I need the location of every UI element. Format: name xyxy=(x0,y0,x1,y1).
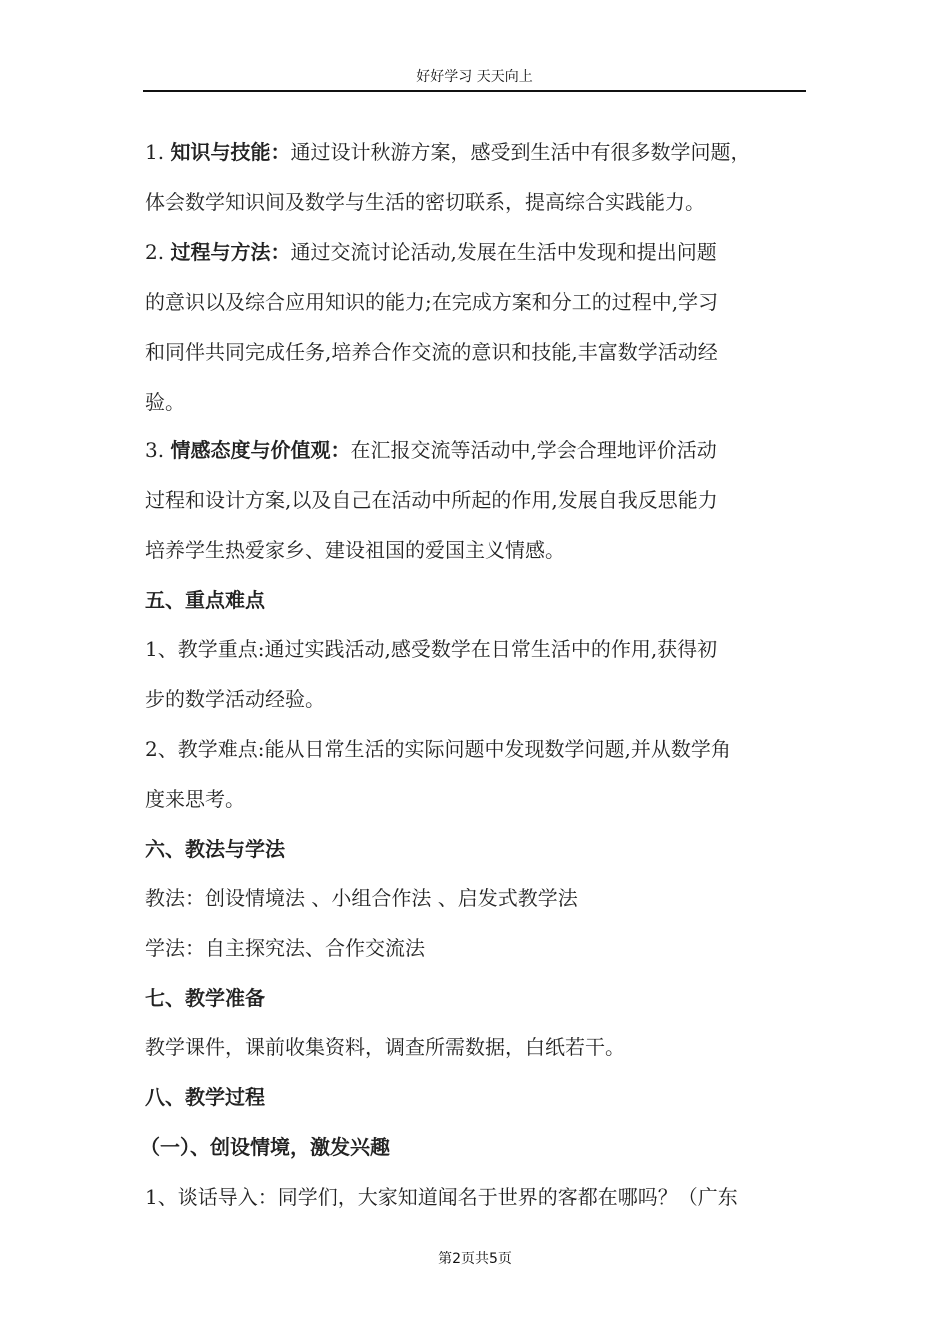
difficulty-line-2: 度来思考。 xyxy=(145,787,245,811)
objective-2-line-2: 的意识以及综合应用知识的能力;在完成方案和分工的过程中,学习 xyxy=(145,290,719,314)
objective-3-line-2: 过程和设计方案,以及自己在活动中所起的作用,发展自我反思能力 xyxy=(145,488,718,512)
objective-2-text-1: 通过交流讨论活动,发展在生活中发现和提出问题 xyxy=(290,240,717,264)
teaching-methods: 教法：创设情境法 、小组合作法 、启发式教学法 xyxy=(145,886,578,910)
objective-1-text-1: 通过设计秋游方案，感受到生活中有很多数学问题， xyxy=(290,140,751,164)
header-text: 好好学习 天天向上 xyxy=(416,69,533,85)
subsection-1-title: （一）、创设情境，激发兴趣 xyxy=(140,1135,390,1159)
objective-2-label: 过程与方法： xyxy=(170,240,291,264)
learning-methods: 学法：自主探究法、合作交流法 xyxy=(145,936,425,960)
objective-2-line-3: 和同伴共同完成任务,培养合作交流的意识和技能,丰富数学活动经 xyxy=(145,340,718,364)
key-point-line-1: 1、教学重点:通过实践活动,感受数学在日常生活中的作用,获得初 xyxy=(145,637,718,661)
intro-line: 1、谈话导入：同学们，大家知道闻名于世界的客都在哪吗？（广东 xyxy=(145,1185,738,1209)
key-point-line-2: 步的数学活动经验。 xyxy=(145,687,325,711)
objective-2-number: 2. xyxy=(145,240,171,264)
objective-3-label: 情感态度与价值观： xyxy=(170,438,351,462)
section-6-title: 六、教法与学法 xyxy=(145,837,285,861)
page-footer xyxy=(0,1248,950,1268)
objective-3-text-1: 在汇报交流等活动中,学会合理地评价活动 xyxy=(350,438,717,462)
section-8-title: 八、教学过程 xyxy=(145,1085,265,1109)
objective-3-line-3: 培养学生热爱家乡、建设祖国的爱国主义情感。 xyxy=(145,538,565,562)
page-header xyxy=(143,68,806,92)
objective-1-number: 1. xyxy=(145,140,171,164)
section-7-title: 七、教学准备 xyxy=(145,986,265,1010)
difficulty-line-1: 2、教学难点:能从日常生活的实际问题中发现数学问题,并从数学角 xyxy=(145,737,731,761)
objective-1-line-1 xyxy=(145,139,750,165)
section-5-title: 五、重点难点 xyxy=(145,588,265,612)
objective-1-label: 知识与技能： xyxy=(170,140,291,164)
preparation-text: 教学课件，课前收集资料，调查所需数据，白纸若干。 xyxy=(145,1035,625,1059)
page-number: 第2页共5页 xyxy=(438,1251,512,1267)
objective-3-line-1 xyxy=(145,437,717,463)
objective-2-line-4: 验。 xyxy=(145,390,185,414)
objective-1-line-2: 体会数学知识间及数学与生活的密切联系，提高综合实践能力。 xyxy=(145,190,705,214)
objective-3-number: 3. xyxy=(145,438,171,462)
objective-2-line-1 xyxy=(145,239,717,265)
